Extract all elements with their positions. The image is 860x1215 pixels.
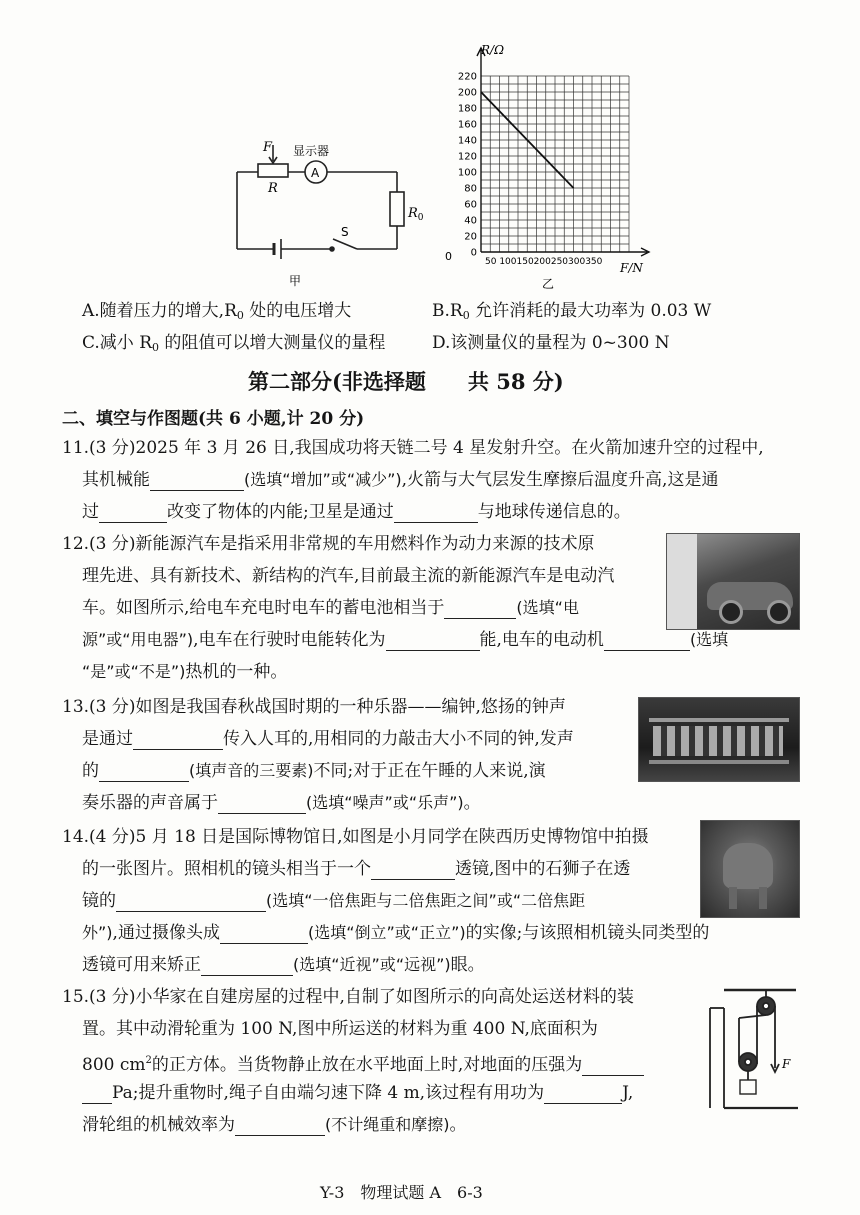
q13-line3: 的 (填声音的三要素)不同;对于正在午睡的人来说,演: [82, 761, 546, 781]
q13-line4: 奏乐器的声音属于 (选填“噪声”或“乐声”)。: [82, 793, 481, 813]
q14-blank2[interactable]: [116, 893, 266, 912]
q15-line1: 15.(3 分)小华家在自建房屋的过程中,自制了如图所示的向高处运送材料的装: [62, 987, 634, 1007]
q12-line4: 源”或“用电器”),电车在行驶时电能转化为 能,电车的电动机 (选填: [82, 630, 729, 650]
q12-blank2[interactable]: [386, 632, 480, 651]
q14-line1: 14.(4 分)5 月 18 日是国际博物馆日,如图是小月同学在陕西历史博物馆中拍摄: [62, 827, 649, 847]
y-tick-label: 80: [464, 183, 477, 195]
y-tick-label: 100: [457, 167, 477, 179]
q13-blank2[interactable]: [99, 763, 189, 782]
x-axis-label: F/N: [620, 261, 643, 275]
pulley-force-label: F: [782, 1057, 791, 1071]
q13-line2: 是通过 传入人耳的,用相同的力敲击大小不同的钟,发声: [82, 729, 574, 749]
q14-line4: 外”),通过摄像头成 (选填“倒立”或“正立”)的实像;与该照相机镜头同类型的: [82, 923, 710, 943]
y-tick-label: 220: [457, 71, 477, 83]
bianzhong-bells-photo: [638, 697, 800, 782]
q11-line1: 11.(3 分)2025 年 3 月 26 日,我国成功将天链二号 4 星发射升空。在火箭加速升空的过程中,: [62, 438, 764, 458]
display-label: 显示器: [293, 144, 330, 158]
y-tick-label: 140: [457, 135, 477, 147]
figure-yi-label: 乙: [542, 277, 555, 291]
q15-blank2[interactable]: [544, 1085, 622, 1104]
resistor-r0-label: $R_0$: [408, 206, 424, 223]
q14-blank4[interactable]: [201, 957, 293, 976]
q12-line2: 理先进、具有新技术、新结构的汽车,目前最主流的新能源汽车是电动汽: [82, 566, 615, 586]
switch-label: S: [341, 225, 349, 239]
q10-option-c: C.减小 $R_0$ 的阻值可以增大测量仪的量程: [82, 333, 386, 354]
y-tick-label: 0: [470, 247, 477, 259]
q13-blank3[interactable]: [218, 795, 306, 814]
q11-blank1[interactable]: [150, 472, 244, 491]
q12-blank3[interactable]: [604, 632, 690, 651]
y-tick-label: 160: [457, 119, 477, 131]
resistance-force-graph: [445, 40, 660, 292]
y-tick-label: 120: [457, 151, 477, 163]
q15-blank1a[interactable]: [582, 1057, 644, 1076]
graph-y-ticks: [458, 72, 477, 259]
q15-blank3[interactable]: [235, 1117, 325, 1136]
q15-line2: 置。其中动滑轮重为 100 N,图中所运送的材料为重 400 N,底面积为: [82, 1019, 598, 1039]
part2-title: 第二部分(非选择题 共 58 分): [248, 369, 564, 394]
q13-line1: 13.(3 分)如图是我国春秋战国时期的一种乐器——编钟,悠扬的钟声: [62, 697, 566, 717]
q14-blank3[interactable]: [220, 925, 308, 944]
q12-blank1[interactable]: [444, 600, 516, 619]
y-tick-label: 20: [464, 231, 477, 243]
q15-line4: Pa;提升重物时,绳子自由端匀速下降 4 m,该过程有用功为 J,: [82, 1082, 633, 1104]
q14-blank1[interactable]: [371, 861, 455, 880]
figure-jia-label: 甲: [289, 274, 302, 288]
y-tick-label: 40: [464, 215, 477, 227]
q11-blank3[interactable]: [394, 504, 478, 523]
q11-line3: 过 改变了物体的内能;卫星是通过 与地球传递信息的。: [82, 502, 631, 522]
y-tick-label: 200: [457, 87, 477, 99]
q12-line1: 12.(3 分)新能源汽车是指采用非常规的车用燃料作为动力来源的技术原: [62, 534, 595, 554]
q13-blank1[interactable]: [133, 731, 223, 750]
page-footer: Y-3 物理试题 A 6-3: [320, 1183, 483, 1202]
y-tick-label: 180: [457, 103, 477, 115]
x-tick-labels: 50 100150200250300350: [485, 257, 603, 267]
force-label: F: [263, 140, 273, 155]
pulley-diagram: [704, 988, 800, 1112]
q15-line5: 滑轮组的机械效率为 (不计绳重和摩擦)。: [82, 1115, 467, 1135]
circuit-diagram: [225, 135, 425, 295]
q14-line3: 镜的 (选填“一倍焦距与二倍焦距之间”或“二倍焦距: [82, 891, 586, 911]
q14-line2: 的一张图片。照相机的镜头相当于一个 透镜,图中的石狮子在透: [82, 859, 631, 879]
y-tick-label: 60: [464, 199, 477, 211]
q11-blank2[interactable]: [99, 504, 167, 523]
x-origin-label: 0: [445, 250, 452, 263]
q10-option-b: $B.R_0$ 允许消耗的最大功率为 0.03 W: [432, 301, 712, 322]
q12-line5: “是”或“不是”)热机的一种。: [82, 662, 288, 682]
q10-option-a: A.随着压力的增大$,R_0$ 处的电压增大: [82, 301, 352, 322]
ammeter-label: A: [311, 166, 320, 180]
y-axis-label: R/Ω: [481, 43, 505, 57]
q10-option-d: D.该测量仪的量程为 0~300 N: [432, 333, 670, 353]
electric-car-photo: [666, 533, 800, 630]
graph-grid: [481, 76, 629, 252]
stone-lion-photo: [700, 820, 800, 918]
q15-blank1b[interactable]: [82, 1085, 112, 1104]
q11-line2: 其机械能 (选填“增加”或“减少”),火箭与大气层发生摩擦后温度升高,这是通: [82, 470, 719, 490]
section2-title: 二、填空与作图题(共 6 小题,计 20 分): [62, 409, 365, 429]
resistor-r-label: R: [268, 181, 278, 196]
q12-line3: 车。如图所示,给电车充电时电车的蓄电池相当于 (选填“电: [82, 598, 579, 618]
q15-line3: 800 $cm^2$的正方体。当货物静止放在水平地面上时,对地面的压强为: [82, 1050, 644, 1076]
q14-line5: 透镜可用来矫正 (选填“近视”或“远视”)眼。: [82, 955, 485, 975]
